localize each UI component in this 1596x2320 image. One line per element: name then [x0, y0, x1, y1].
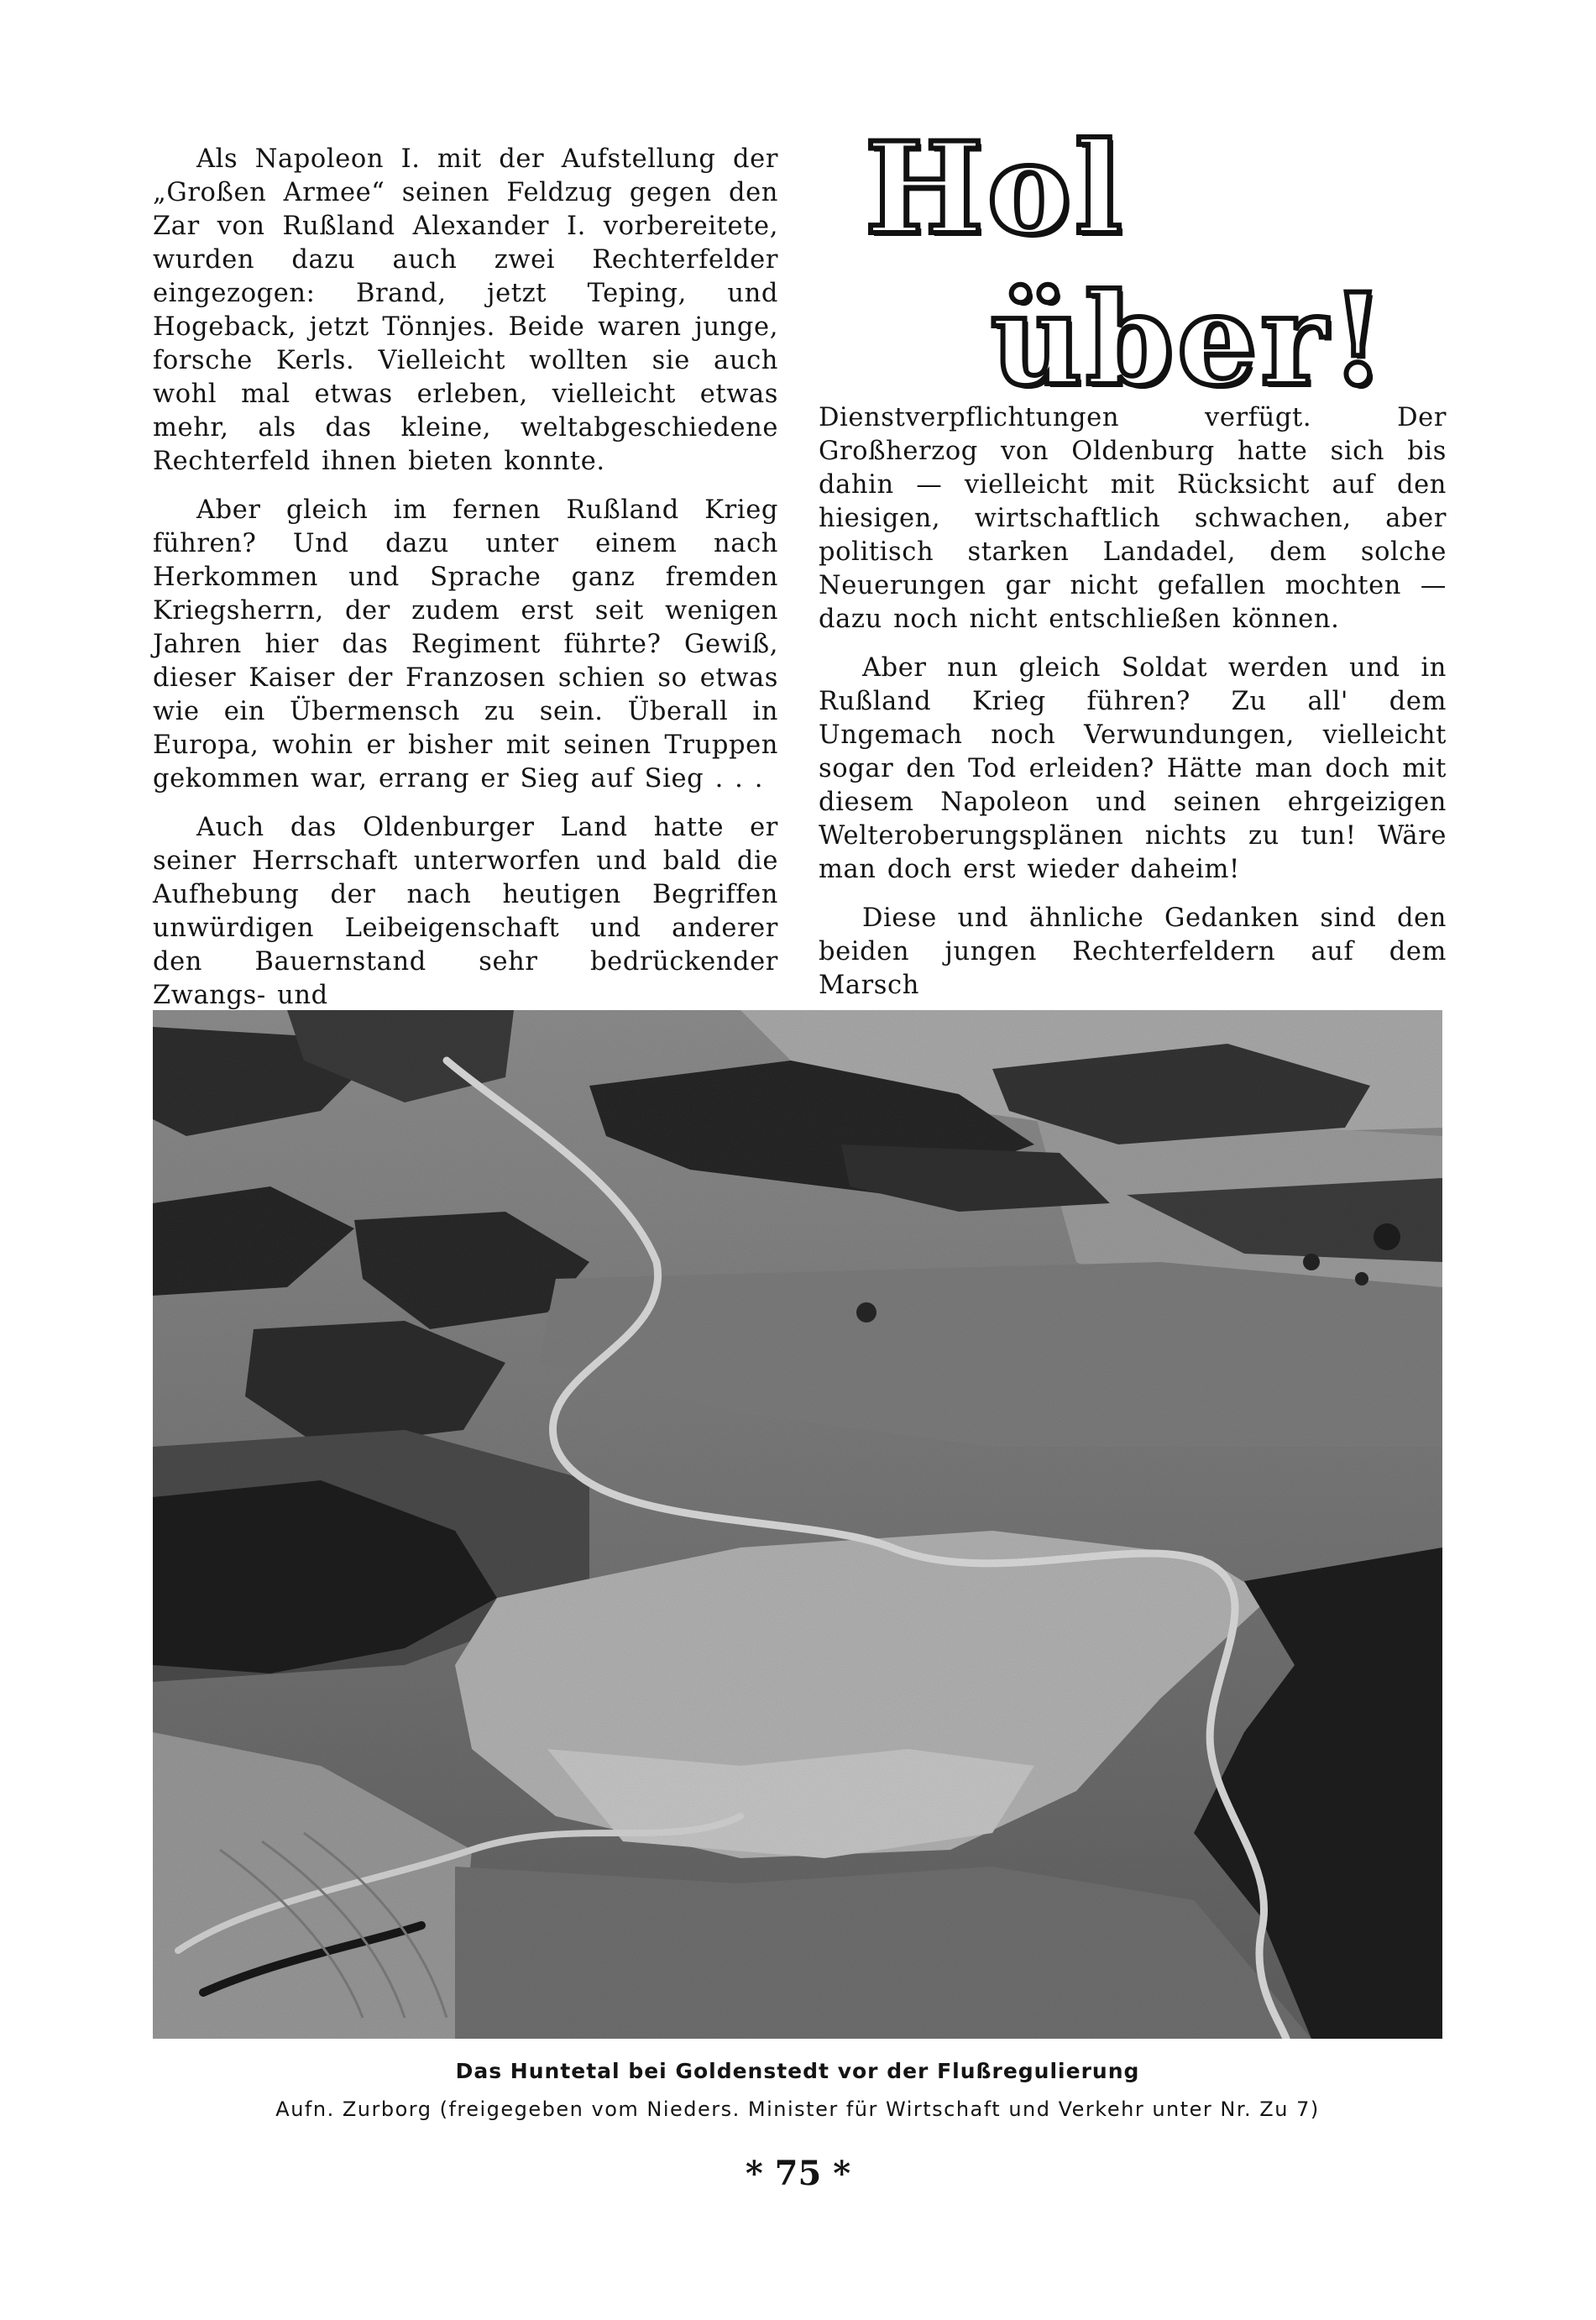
photo-caption-title: Das Huntetal bei Goldenstedt vor der Flußregulierung [455, 2059, 1140, 2083]
paragraph: Auch das Oldenburger Land hatte er seiner Herrschaft unterworfen und bald die Aufhebung der nach heutigen Begriffen unwürdigen Leibeigenschaft und anderer den Bauernstand sehr bedrückender Zwangs- und [153, 813, 778, 1010]
headline-line-2: über! [991, 266, 1389, 414]
paragraph: Aber nun gleich Soldat werden und in Rußland Krieg führen? Zu all' dem Ungemach noch Verwundungen, vielleicht sogar den Tod erleiden? Hätte man doch mit diesem Napoleon und seinen ehrgeizigen Welteroberungsplänen nichts zu tun! Wäre man doch erst wieder daheim! [819, 653, 1447, 884]
article-headline [865, 115, 1452, 414]
paragraph: Als Napoleon I. mit der Aufstellung der „Großen Armee“ seinen Feldzug gegen den Zar von Rußland Alexander I. vorbereitete, wurden dazu auch zwei Rechterfelder eingezogen: Brand, jetzt Teping, und Hogeback, jetzt Tönnjes. Beide waren junge, forsche Kerls. Vielleicht wollten sie auch wohl mal etwas erleben, vielleicht etwas mehr, als das kleine, weltabgeschiedene Rechterfeld ihnen bieten konnte. [153, 144, 778, 476]
paragraph: Aber gleich im fernen Rußland Krieg führen? Und dazu unter einem nach Herkommen und Sprache ganz fremden Kriegsherrn, der zudem erst seit wenigen Jahren hier das Regiment führte? Gewiß, dieser Kaiser der Franzosen schien so etwas wie ein Übermensch zu sein. Überall in Europa, wohin er bisher mit seinen Truppen gekommen war, errang er Sieg auf Sieg . . . [153, 495, 778, 793]
paragraph: Dienstverpflichtungen verfügt. Der Großherzog von Oldenburg hatte sich bis dahin — vielleicht mit Rücksicht auf den hiesigen, wirtschaftlich schwachen, aber politisch starken Landadel, dem solche Neuerungen gar nicht gefallen mochten — dazu noch nicht entschließen können. [819, 403, 1447, 634]
page-number: * 75 * [745, 2154, 851, 2193]
right-text-column [819, 401, 1447, 1018]
aerial-photo-huntetal [153, 1010, 1442, 2039]
photo-caption-credit: Aufn. Zurborg (freigegeben vom Nieders. Minister für Wirtschaft und Verkehr unter Nr. Zu 7) [275, 2097, 1320, 2121]
left-text-column [153, 143, 778, 1028]
headline-line-1: Hol [865, 115, 1126, 263]
paragraph: Diese und ähnliche Gedanken sind den beiden jungen Rechterfeldern auf dem Marsch [819, 903, 1447, 1000]
